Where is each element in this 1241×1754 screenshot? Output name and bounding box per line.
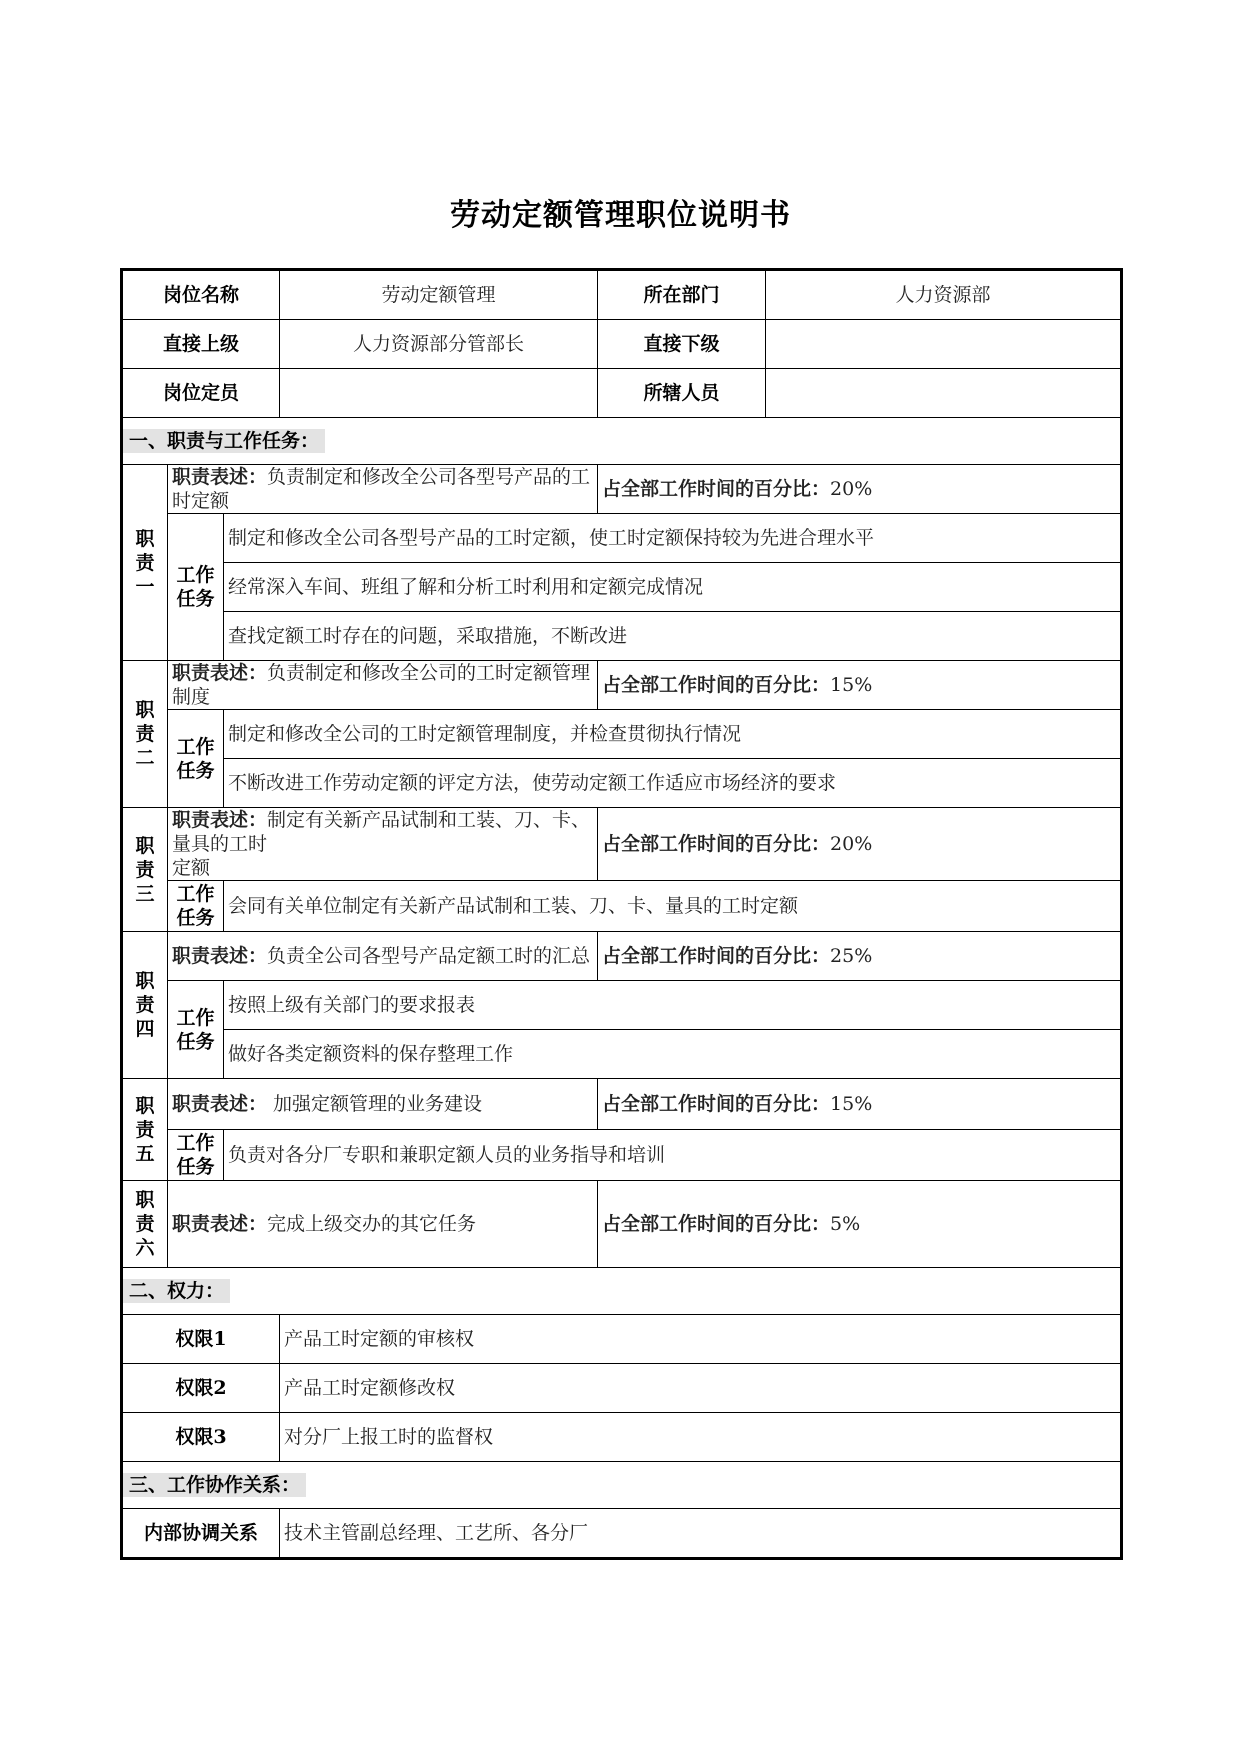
duty6-description: 职责表述：完成上级交办的其它任务 — [168, 1181, 598, 1268]
duty3-description-row — [122, 808, 1122, 881]
internal-relation-row — [122, 1509, 1122, 1559]
duty3-tasks-label: 工作 任务 — [168, 881, 224, 932]
direct-superior-label: 直接上级 — [122, 320, 280, 369]
section2-title: 二、权力： — [123, 1279, 230, 1303]
duty4-task-row — [122, 1030, 1122, 1079]
department-value: 人力资源部 — [766, 270, 1122, 320]
duty4-task-row — [122, 981, 1122, 1030]
duty2-tasks-label: 工作 任务 — [168, 710, 224, 808]
section2-header — [122, 1268, 1122, 1315]
duty2-description: 职责表述：负责制定和修改全公司的工时定额管理制度 — [168, 661, 598, 710]
header-row-2 — [122, 320, 1122, 369]
staff-under-value — [766, 369, 1122, 418]
headcount-label: 岗位定员 — [122, 369, 280, 418]
power-row — [122, 1315, 1122, 1364]
job-description-table — [120, 268, 1123, 1560]
headcount-value — [280, 369, 598, 418]
duty5-label: 职 责 五 — [122, 1079, 168, 1181]
duty1-task-row — [122, 563, 1122, 612]
duty1-description-row — [122, 465, 1122, 514]
duty3-description: 职责表述：制定有关新产品试制和工装、刀、卡、量具的工时 定额 — [168, 808, 598, 881]
duty5-description-row — [122, 1079, 1122, 1130]
position-name-label: 岗位名称 — [122, 270, 280, 320]
power-value: 产品工时定额修改权 — [280, 1364, 1122, 1413]
duty2-description-row — [122, 661, 1122, 710]
duty1-percent: 占全部工作时间的百分比：20% — [598, 465, 1122, 514]
position-name-value: 劳动定额管理 — [280, 270, 598, 320]
duty4-task: 做好各类定额资料的保存整理工作 — [224, 1030, 1122, 1079]
duty3-label: 职 责 三 — [122, 808, 168, 932]
duty5-tasks-label: 工作 任务 — [168, 1130, 224, 1181]
duty2-task-row — [122, 710, 1122, 759]
power-label: 权限1 — [122, 1315, 280, 1364]
duty4-percent: 占全部工作时间的百分比：25% — [598, 932, 1122, 981]
duty1-task-row — [122, 612, 1122, 661]
duty6-label: 职 责 六 — [122, 1181, 168, 1268]
power-value: 对分厂上报工时的监督权 — [280, 1413, 1122, 1462]
duty2-label: 职 责 二 — [122, 661, 168, 808]
duty5-task-row — [122, 1130, 1122, 1181]
duty6-description-row — [122, 1181, 1122, 1268]
duty2-task: 制定和修改全公司的工时定额管理制度，并检查贯彻执行情况 — [224, 710, 1122, 759]
duty4-description: 职责表述：负责全公司各型号产品定额工时的汇总 — [168, 932, 598, 981]
duty4-task: 按照上级有关部门的要求报表 — [224, 981, 1122, 1030]
power-row — [122, 1364, 1122, 1413]
duty3-task-row — [122, 881, 1122, 932]
document-title: 劳动定额管理职位说明书 — [450, 198, 791, 233]
duty2-task: 不断改进工作劳动定额的评定方法，使劳动定额工作适应市场经济的要求 — [224, 759, 1122, 808]
duty4-label: 职 责 四 — [122, 932, 168, 1079]
direct-superior-value: 人力资源部分管部长 — [280, 320, 598, 369]
duty1-description: 职责表述：负责制定和修改全公司各型号产品的工时定额 — [168, 465, 598, 514]
internal-relation-label: 内部协调关系 — [122, 1509, 280, 1559]
duty2-task-row — [122, 759, 1122, 808]
internal-relation-value: 技术主管副总经理、工艺所、各分厂 — [280, 1509, 1122, 1559]
duty6-percent: 占全部工作时间的百分比：5% — [598, 1181, 1122, 1268]
department-label: 所在部门 — [598, 270, 766, 320]
duty1-task: 经常深入车间、班组了解和分析工时利用和定额完成情况 — [224, 563, 1122, 612]
duty5-percent: 占全部工作时间的百分比：15% — [598, 1079, 1122, 1130]
power-row — [122, 1413, 1122, 1462]
duty5-description: 职责表述： 加强定额管理的业务建设 — [168, 1079, 598, 1130]
direct-subordinate-label: 直接下级 — [598, 320, 766, 369]
duty3-task: 会同有关单位制定有关新产品试制和工装、刀、卡、量具的工时定额 — [224, 881, 1122, 932]
header-row-3 — [122, 369, 1122, 418]
power-label: 权限3 — [122, 1413, 280, 1462]
duty3-percent: 占全部工作时间的百分比：20% — [598, 808, 1122, 881]
direct-subordinate-value — [766, 320, 1122, 369]
duty2-percent: 占全部工作时间的百分比：15% — [598, 661, 1122, 710]
duty1-task: 制定和修改全公司各型号产品的工时定额，使工时定额保持较为先进合理水平 — [224, 514, 1122, 563]
duty1-task-row — [122, 514, 1122, 563]
duty1-tasks-label: 工作 任务 — [168, 514, 224, 661]
section3-header — [122, 1462, 1122, 1509]
header-row-1 — [122, 270, 1122, 320]
section3-title: 三、工作协作关系： — [123, 1473, 306, 1497]
duty5-task: 负责对各分厂专职和兼职定额人员的业务指导和培训 — [224, 1130, 1122, 1181]
duty1-label: 职 责 一 — [122, 465, 168, 661]
duty4-description-row — [122, 932, 1122, 981]
section1-title: 一、职责与工作任务： — [123, 429, 325, 453]
duty1-task: 查找定额工时存在的问题，采取措施，不断改进 — [224, 612, 1122, 661]
power-value: 产品工时定额的审核权 — [280, 1315, 1122, 1364]
power-label: 权限2 — [122, 1364, 280, 1413]
duty4-tasks-label: 工作 任务 — [168, 981, 224, 1079]
staff-under-label: 所辖人员 — [598, 369, 766, 418]
section1-header — [122, 418, 1122, 465]
